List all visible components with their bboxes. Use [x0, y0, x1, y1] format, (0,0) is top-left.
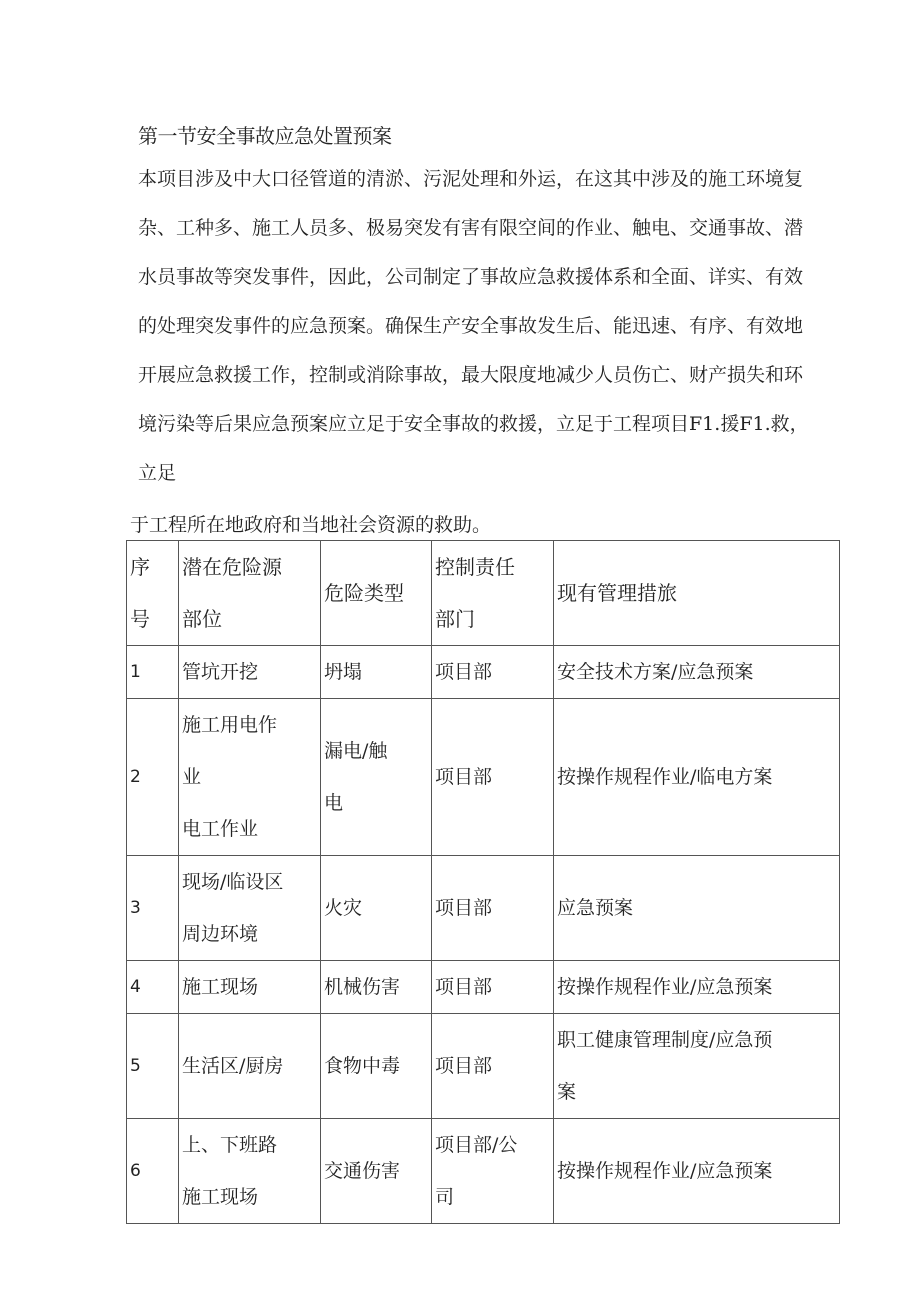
cell-hazard-source-text: 施工用电作: [182, 714, 278, 736]
cell-hazard-source-text: 施工现场: [182, 976, 259, 998]
cell-measures: [554, 961, 840, 1014]
cell-measures-text: 按操作规程作业/临电方案: [557, 766, 773, 788]
cell-responsible-dept: [432, 646, 554, 699]
cell-no: 2: [127, 699, 179, 856]
header-responsible-dept-text: 部门: [435, 607, 475, 631]
cell-hazard-source-text: 周边环境: [182, 923, 259, 945]
header-hazard-source: [179, 541, 321, 646]
cell-no: 6: [127, 1119, 179, 1224]
cell-hazard-type-text: 漏电/触: [324, 740, 388, 762]
cell-hazard-source-text: 上、下班路: [182, 1134, 278, 1156]
table-row: [127, 1119, 840, 1224]
cell-measures: [554, 856, 840, 961]
cell-hazard-source: [179, 961, 321, 1014]
cell-hazard-source-text: 管坑开挖: [182, 661, 259, 683]
cell-no: 3: [127, 856, 179, 961]
cell-hazard-type: [321, 856, 432, 961]
header-measures: [554, 541, 840, 646]
cell-hazard-source-text: 现场/临设区: [182, 871, 284, 893]
paragraph-line: 水员事故等突发事件，因此，公司制定了事故应急救援体系和全面、详实、有效: [138, 266, 804, 288]
header-no-text: 号: [130, 607, 150, 631]
paragraph-line: 杂、工种多、施工人员多、极易突发有害有限空间的作业、触电、交通事故、潜: [138, 217, 804, 239]
header-no: [127, 541, 179, 646]
cell-measures-text: 职工健康管理制度/应急预: [557, 1029, 773, 1051]
cell-measures-text: 应急预案: [557, 897, 634, 919]
cell-hazard-source: [179, 1119, 321, 1224]
header-responsible-dept: [432, 541, 554, 646]
cell-responsible-dept: [432, 961, 554, 1014]
header-measures-text: 现有管理措旅: [557, 581, 677, 605]
section-title: 第一节安全事故应急处置预案: [138, 124, 392, 148]
cell-hazard-source-text: 业: [182, 766, 202, 788]
cell-hazard-type: [321, 1014, 432, 1119]
cell-responsible-dept: [432, 856, 554, 961]
cell-measures: [554, 699, 840, 856]
cell-measures-text: 按操作规程作业/应急预案: [557, 976, 773, 998]
table-row: [127, 699, 840, 856]
table-row: [127, 961, 840, 1014]
cell-responsible-dept-text: 司: [435, 1186, 455, 1208]
cell-measures: [554, 1119, 840, 1224]
paragraph-line: 境污染等后果应急预案应立足于安全事故的救援，立足于工程项目F1.援F1.救，: [138, 413, 809, 435]
cell-hazard-type: [321, 646, 432, 699]
paragraph-line: 本项目涉及中大口径管道的清淤、污泥处理和外运，在这其中涉及的施工环境复: [138, 168, 804, 190]
cell-measures: [554, 1014, 840, 1119]
table-row: [127, 1014, 840, 1119]
cell-hazard-source-text: 施工现场: [182, 1186, 259, 1208]
cell-hazard-type-text: 食物中毒: [324, 1055, 401, 1077]
header-no-text: 序: [130, 555, 150, 579]
cell-hazard-type-text: 机械伤害: [324, 976, 401, 998]
cell-hazard-type-text: 交通伤害: [324, 1160, 401, 1182]
cell-responsible-dept-text: 项目部: [435, 661, 493, 683]
cell-responsible-dept-text: 项目部: [435, 897, 493, 919]
cell-hazard-type: [321, 961, 432, 1014]
cell-hazard-type-text: 坍塌: [324, 661, 363, 683]
table-row: [127, 856, 840, 961]
cell-no: 1: [127, 646, 179, 699]
header-hazard-source-text: 部位: [182, 607, 222, 631]
cell-responsible-dept-text: 项目部/公: [435, 1134, 518, 1156]
body-paragraph: [138, 155, 838, 498]
cell-no: 4: [127, 961, 179, 1014]
cell-hazard-source-text: 电工作业: [182, 818, 259, 840]
paragraph-line: 立足: [138, 462, 177, 484]
cell-responsible-dept: [432, 1119, 554, 1224]
cell-hazard-type-text: 火灾: [324, 897, 363, 919]
cell-measures-text: 按操作规程作业/应急预案: [557, 1160, 773, 1182]
header-hazard-type-text: 危险类型: [324, 581, 404, 605]
cell-hazard-source: [179, 856, 321, 961]
cell-responsible-dept: [432, 1014, 554, 1119]
paragraph-line: 的处理突发事件的应急预案。确保生产安全事故发生后、能迅速、有序、有效地: [138, 315, 804, 337]
cell-responsible-dept-text: 项目部: [435, 1055, 493, 1077]
table-row: [127, 646, 840, 699]
cell-hazard-source-text: 生活区/厨房: [182, 1055, 284, 1077]
cell-measures-text: 安全技术方案/应急预案: [557, 661, 754, 683]
cell-hazard-source: [179, 699, 321, 856]
table-header-row: [127, 541, 840, 646]
cell-hazard-type-text: 电: [324, 792, 344, 814]
header-responsible-dept-text: 控制责任: [435, 555, 515, 579]
cell-hazard-source: [179, 646, 321, 699]
cell-hazard-type: [321, 1119, 432, 1224]
header-hazard-source-text: 潜在危险源: [182, 555, 282, 579]
body-paragraph-tail: 于工程所在地政府和当地社会资源的救助。: [130, 514, 492, 536]
cell-responsible-dept-text: 项目部: [435, 976, 493, 998]
cell-responsible-dept-text: 项目部: [435, 766, 493, 788]
cell-responsible-dept: [432, 699, 554, 856]
cell-no: 5: [127, 1014, 179, 1119]
cell-hazard-type: [321, 699, 432, 856]
cell-measures-text: 案: [557, 1081, 577, 1103]
hazard-table: [126, 540, 840, 1224]
header-hazard-type: [321, 541, 432, 646]
cell-measures: [554, 646, 840, 699]
paragraph-line: 开展应急救援工作，控制或消除事故，最大限度地减少人员伤亡、财产损失和环: [138, 364, 804, 386]
cell-hazard-source: [179, 1014, 321, 1119]
